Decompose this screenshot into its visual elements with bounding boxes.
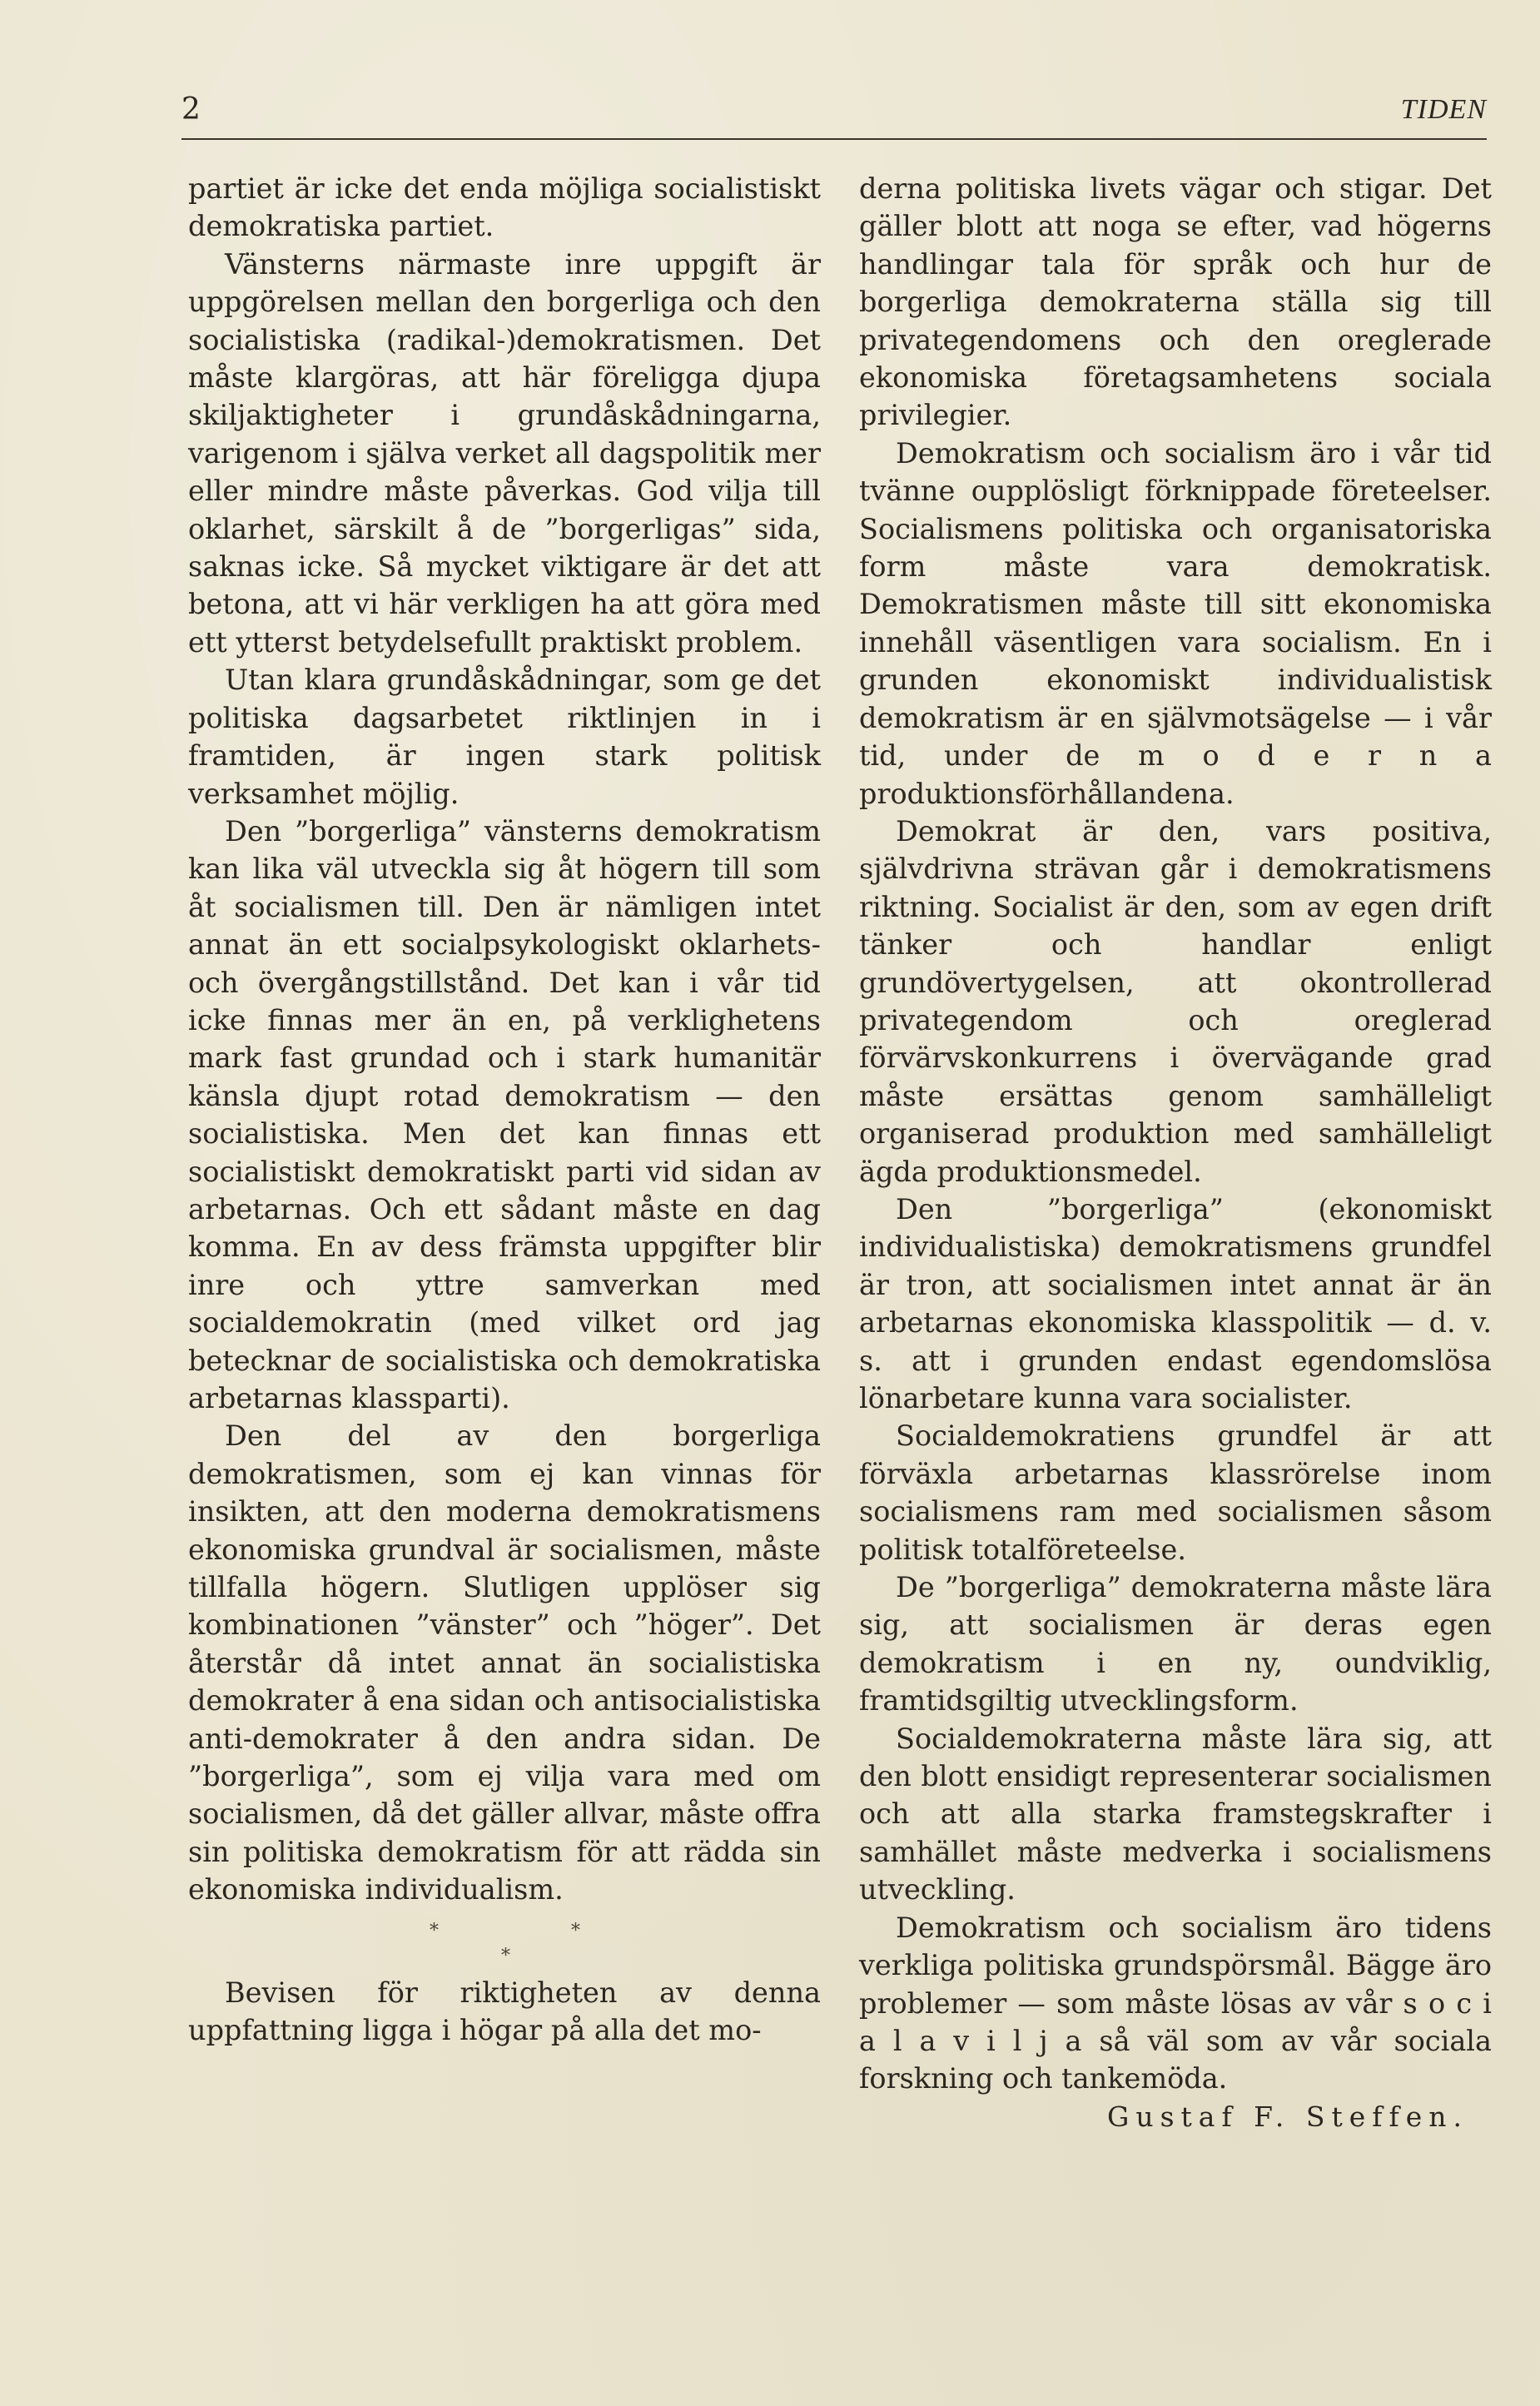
right-paragraph-4: Den ”borgerliga” (ekonomiskt individualistiska) demokratismens grundfel är tron, att socialismen intet annat är än arbetarnas ekonomiska klasspolitik — d. v. s. att i grunden endast egendomslösa lönarbetare kunna vara socialister. — [859, 1192, 1492, 1414]
right-paragraph-2: Demokratism och socialism äro i vår tid tvänne oupplösligt förknippade företeelser. Socialismens politiska och organisatoriska form måste vara demokratisk. Demokratismen måste till sitt ekonomiska innehåll väsentligen vara socialism. En i grunden ekonomiskt individualistisk demokratism är en självmotsägelse — i vår tid, under de m o d e r n a produktionsförhållandena. — [859, 436, 1492, 810]
right-paragraph-5: Socialdemokratiens grundfel är att förväxla arbetarnas klassrörelse inom socialismens ram med socialismen såsom politisk totalföreteelse. — [859, 1419, 1492, 1566]
right-paragraph-8: Demokratism och socialism äro tidens verkliga politiska grundspörsmål. Bägge äro problemer — som måste lösas av vår s o c i a l a v i l j a så väl som av vår sociala forskning och tankemöda. — [859, 1911, 1492, 2095]
right-column — [859, 170, 1492, 2135]
left-column — [188, 170, 821, 2050]
journal-title: TIDEN — [1400, 94, 1487, 125]
author-signature: Gustaf F. Steffen. — [1106, 2100, 1468, 2133]
left-paragraph-after-separator: Bevisen för riktigheten av denna uppfattning ligga i högar på alla det mo- — [188, 1976, 821, 2047]
left-paragraph-3: Utan klara grundåskådningar, som ge det politiska dagsarbetet riktlinjen in i framtiden, är ingen stark politisk verksamhet möjlig. — [188, 664, 821, 810]
separator-star: * — [571, 1920, 580, 1941]
separator-star: * — [501, 1945, 510, 1966]
right-paragraph-7: Socialdemokraterna måste lära sig, att den blott ensidigt representerar socialismen och att alla starka framstegskrafter i samhället måste medverka i socialismens utveckling. — [859, 1722, 1492, 1906]
left-paragraph-1: partiet är icke det enda möjliga socialistiskt demokratiska partiet. — [188, 172, 821, 243]
left-paragraph-4: Den ”borgerliga” vänsterns demokratism kan lika väl utveckla sig åt högern till som åt socialismen till. Den är nämligen intet annat än ett socialpsykologiskt oklarhets- och övergångstillstånd. Det kan i vår tid icke finnas mer än en, på verklighetens mark fast grundad och i stark humanitär känsla djupt rotad demokratism — den socialistiska. Men det kan finnas ett socialistiskt demokratiskt parti vid sidan av arbetarnas. Och ett sådant måste en dag komma. En av dess främsta uppgifter blir inre och yttre samverkan med socialdemokratin (med vilket ord jag betecknar de socialistiska och demokratiska arbetarnas klassparti). — [188, 814, 821, 1414]
right-paragraph-3: Demokrat är den, vars positiva, självdrivna strävan går i demokratismens riktning. Socialist är den, som av egen drift tänker och handlar enligt grundövertygelsen, att okontrollerad privategendom och oreglerad förvärvskonkurrens i övervägande grad måste ersättas genom samhälleligt organiserad produktion med samhälleligt ägda produktionsmedel. — [859, 814, 1492, 1188]
header-rule — [181, 138, 1487, 140]
left-paragraph-5: Den del av den borgerliga demokratismen, som ej kan vinnas för insikten, att den moderna demokratismens ekonomiska grundval är socialismen, måste tillfalla högern. Slutligen upplöser sig kombinationen ”vänster” och ”höger”. Det återstår då intet annat än socialistiska demokrater å ena sidan och antisocialistiska anti-demokrater å den andra sidan. De ”borgerliga”, som ej vilja vara med om socialismen, då det gäller allvar, måste offra sin politiska demokratism för att rädda sin ekonomiska individualism. — [188, 1419, 821, 1906]
right-paragraph-6: De ”borgerliga” demokraterna måste lära sig, att socialismen är deras egen demokratism i en ny, oundviklig, framtidsgiltig utvecklingsform. — [859, 1571, 1492, 1718]
right-paragraph-1: derna politiska livets vägar och stigar. Det gäller blott att noga se efter, vad högerns handlingar tala för språk och hur de borgerliga demokraterna ställa sig till privategendomens och den oreglerade ekonomiska företagsamhetens sociala privilegier. — [859, 172, 1492, 432]
left-paragraph-2: Vänsterns närmaste inre uppgift är uppgörelsen mellan den borgerliga och den socialistiska (radikal-)demokratismen. Det måste klargöras, att här föreligga djupa skiljaktigheter i grundåskådningarna, varigenom i själva verket all dagspolitik mer eller mindre måste påverkas. God vilja till oklarhet, särskilt å de ”borgerligas” sida, saknas icke. Så mycket viktigare är det att betona, att vi här verkligen ha att göra med ett ytterst betydelsefullt praktiskt problem. — [188, 247, 821, 659]
separator-star: * — [430, 1920, 439, 1941]
page-number: 2 — [181, 92, 201, 127]
section-separator — [188, 1914, 821, 1971]
page-header — [181, 90, 1487, 148]
